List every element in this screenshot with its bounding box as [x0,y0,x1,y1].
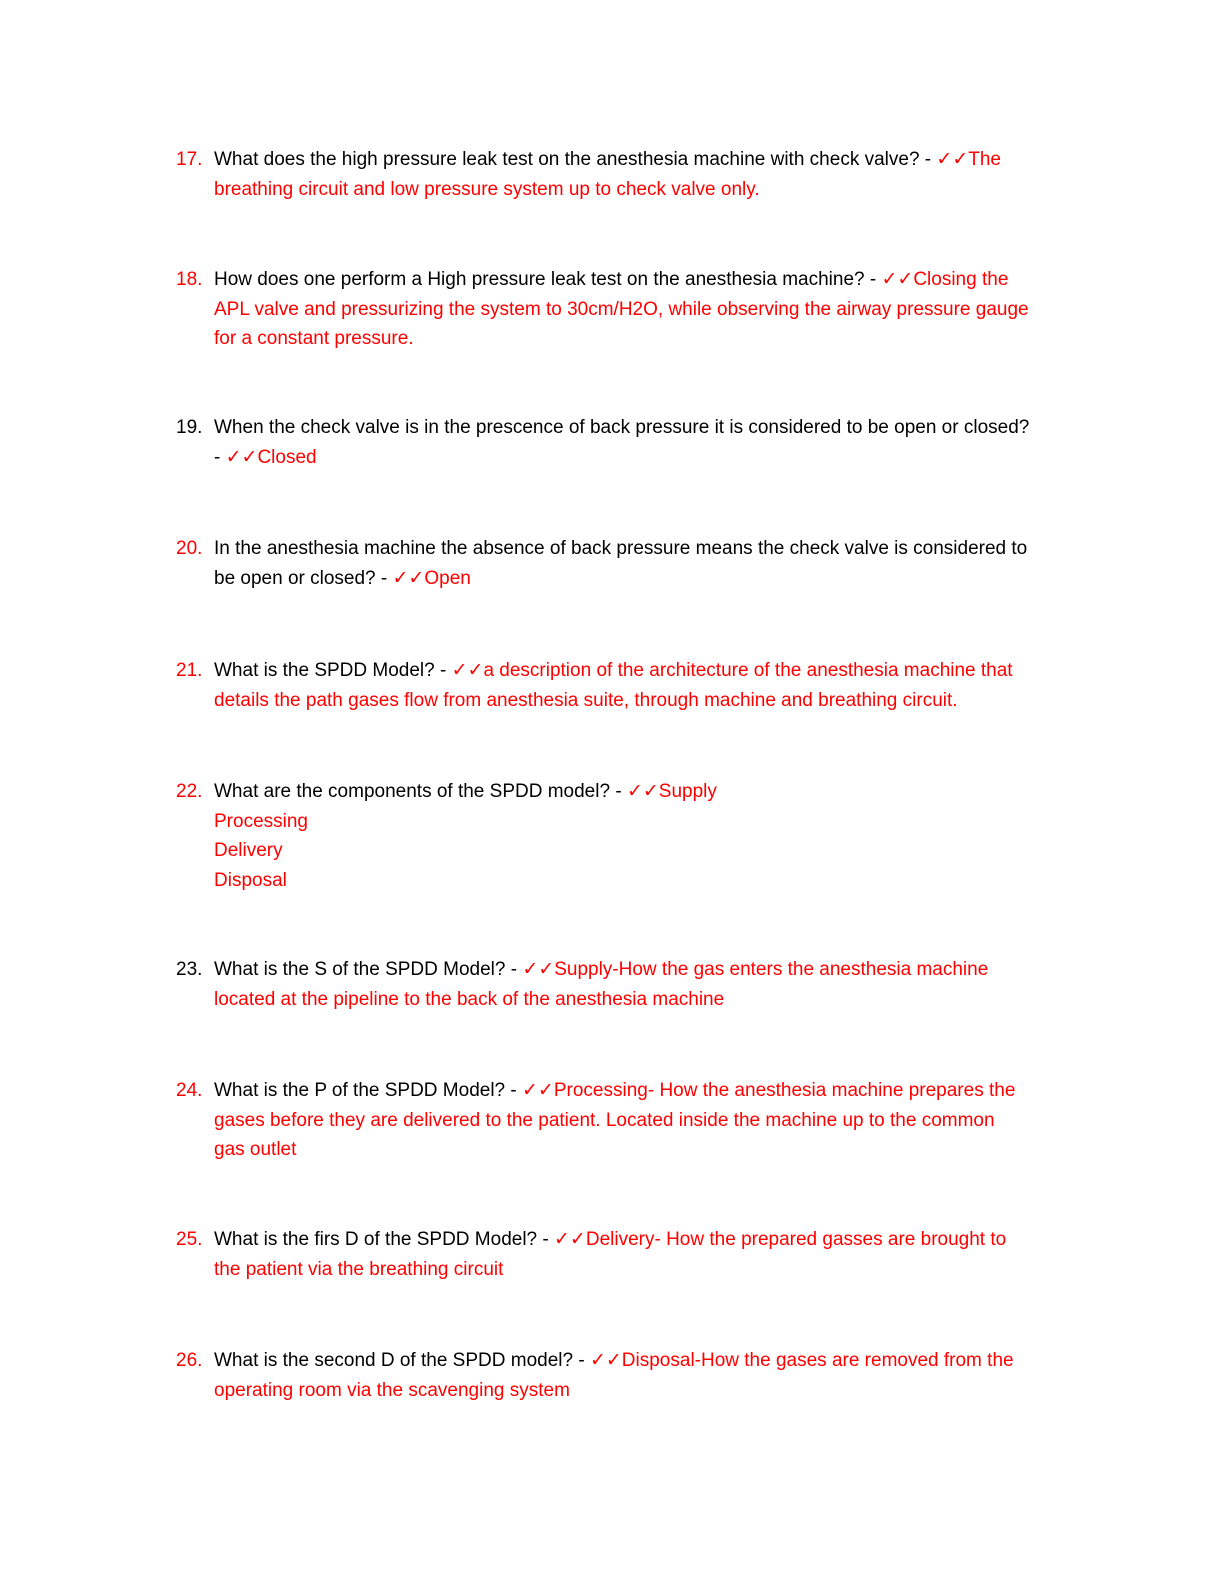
double-check-icon: ✓✓ [392,567,425,589]
item-number: 26. [176,1350,203,1371]
item-number: 21. [176,660,203,681]
item-number: 17. [176,149,203,170]
item-body [214,1076,1076,1165]
answer-text: details the path gases flow from anesthesia suite, through machine and breathing circuit. [214,689,958,711]
answer-text: breathing circuit and low pressure system up to check valve only. [214,178,760,200]
item-body [214,145,1076,204]
answer-text: for a constant pressure. [214,328,414,349]
double-check-icon: ✓✓ [522,1080,554,1101]
item-number: 23. [176,959,203,980]
answer-text: gas outlet [214,1139,297,1160]
item-body [214,656,1076,715]
item-number: 20. [176,538,203,559]
question-text: What is the SPDD Model? - [214,660,452,681]
question-text: When the check valve is in the prescence of back pressure it is considered to be open or closed? [214,417,1030,438]
item-body [214,955,1076,1014]
answer-text: Delivery [214,840,283,861]
answer-text: gases before they are delivered to the patient. Located inside the machine up to the common [214,1109,995,1131]
question-text: be open or closed? - [214,567,393,589]
question-text: What is the firs D of the SPDD Model? - [214,1229,555,1250]
question-text: What is the S of the SPDD Model? - [214,959,523,980]
item-body [214,777,1076,895]
answer-text: Processing [214,810,308,832]
question-text: What are the components of the SPDD model? - [214,781,627,802]
question-text: - [214,446,226,468]
item-body [214,1225,1076,1284]
item-number: 18. [176,269,203,290]
answer-text: Disposal [214,869,287,891]
item-number: 25. [176,1229,203,1250]
answer-text: Delivery- How the prepared gasses are brought to [585,1229,1007,1250]
question-text: What does the high pressure leak test on the anesthesia machine with check valve? - [214,149,937,170]
answer-text: APL valve and pressurizing the system to 30cm/H2O, while observing the airway pressure gauge [214,298,1029,320]
answer-text: located at the pipeline to the back of the anesthesia machine [214,988,725,1010]
item-body [214,265,1076,354]
double-check-icon: ✓✓ [554,1229,586,1250]
answer-text: Supply-How the gas enters the anesthesia machine [554,959,989,980]
item-body [214,413,1076,472]
item-number: 24. [176,1080,203,1101]
double-check-icon: ✓✓ [451,660,484,681]
answer-text: operating room via the scavenging system [214,1379,570,1401]
answer-text: the patient via the breathing circuit [214,1258,504,1280]
question-text: What is the P of the SPDD Model? - [214,1080,523,1101]
double-check-icon: ✓✓ [936,149,969,170]
answer-text: Disposal-How the gases are removed from the [621,1350,1014,1371]
item-number: 19. [176,417,203,438]
answer-text: Open [424,567,471,589]
double-check-icon: ✓✓ [522,959,555,980]
question-text: How does one perform a High pressure leak test on the anesthesia machine? - [214,269,882,290]
question-text: In the anesthesia machine the absence of back pressure means the check valve is considered to [214,538,1028,559]
answer-text: a description of the architecture of the anesthesia machine that [483,660,1013,681]
double-check-icon: ✓✓ [881,269,914,290]
item-body [214,1346,1076,1405]
answer-text: Supply [658,781,717,802]
double-check-icon: ✓✓ [225,446,258,468]
answer-text: Processing- How the anesthesia machine prepares the [553,1080,1016,1101]
answer-text: Closed [257,446,317,468]
answer-text: Closing the [913,269,1009,290]
double-check-icon: ✓✓ [589,1350,622,1371]
answer-text: The [968,149,1001,170]
question-text: What is the second D of the SPDD model? - [214,1350,590,1371]
double-check-icon: ✓✓ [626,781,659,802]
item-number: 22. [176,781,203,802]
item-body [214,534,1076,593]
